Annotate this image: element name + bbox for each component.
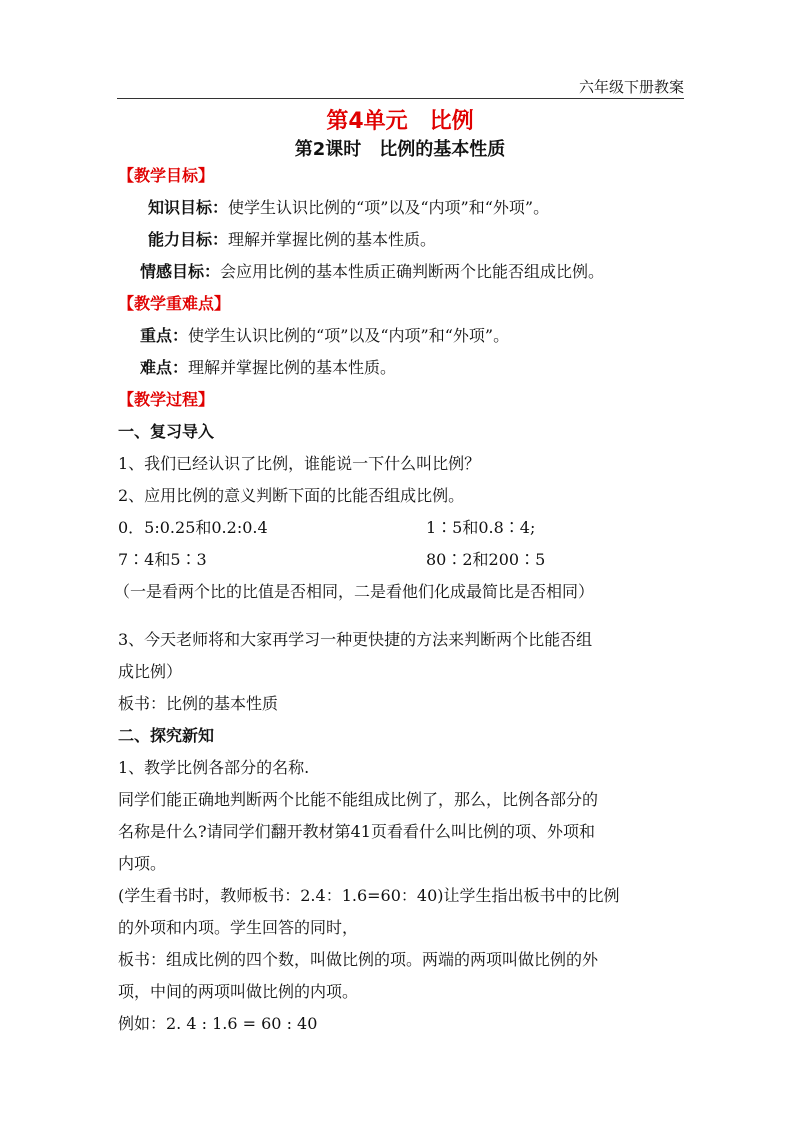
explore-para-3-line-1: 板书：组成比例的四个数，叫做比例的项。两端的两项叫做比例的外 (118, 950, 599, 969)
review-item-2: 2、应用比例的意义判断下面的比能否组成比例。 (118, 486, 465, 505)
key-point (140, 325, 509, 347)
explore-para-3-line-2: 项，中间的两项叫做比例的内项。 (118, 982, 359, 1001)
section-review: 一、复习导入 (118, 422, 215, 441)
explore-para-2-line-2: 的外项和内项。学生回答的同时， (118, 918, 359, 937)
unit-title: 第4单元 比例 (326, 109, 474, 134)
page-header (117, 74, 684, 99)
lesson-title: 第2课时 比例的基本性质 (294, 139, 506, 160)
review-item-3-line-1: 3、今天老师将和大家再学习一种更快捷的方法来判断两个比能否组 (118, 630, 593, 649)
emotion-label: 情感目标： (140, 262, 221, 281)
review-item-3-line-2: 成比例） (118, 662, 183, 681)
knowledge-label: 知识目标： (148, 198, 229, 217)
key-text: 使学生认识比例的“项”以及“内项”和“外项”。 (188, 326, 510, 345)
ratio-pair-d: 80∶2和200∶5 (426, 550, 546, 569)
ability-objective (148, 229, 436, 251)
ratio-pair-c: 7∶4和5∶3 (118, 550, 207, 569)
explore-para-1-line-3: 内项。 (118, 854, 167, 873)
emotion-text: 会应用比例的基本性质正确判断两个比能否组成比例。 (220, 262, 605, 281)
header-grade-label: 六年级下册教案 (578, 78, 684, 96)
key-points-heading: 【教学重难点】 (118, 294, 231, 313)
knowledge-text: 使学生认识比例的“项”以及“内项”和“外项”。 (228, 198, 550, 217)
difficult-point (140, 357, 396, 379)
knowledge-objective (148, 197, 549, 219)
difficult-text: 理解并掌握比例的基本性质。 (188, 358, 397, 377)
explore-para-1-line-2: 名称是什么?请同学们翻开教材第41页看看什么叫比例的项、外项和 (118, 822, 595, 841)
ability-text: 理解并掌握比例的基本性质。 (228, 230, 437, 249)
board-text-1: 板书：比例的基本性质 (118, 694, 279, 713)
review-note: （一是看两个比的比值是否相同，二是看他们化成最简比是否相同） (114, 582, 595, 601)
section-explore: 二、探究新知 (118, 726, 215, 745)
emotion-objective (140, 261, 604, 283)
difficult-label: 难点： (140, 358, 189, 377)
explore-item-1: 1、教学比例各部分的名称. (118, 758, 310, 777)
ratio-pair-a: 0．5:0.25和0.2:0.4 (118, 518, 268, 537)
review-item-1: 1、我们已经认识了比例，谁能说一下什么叫比例？ (118, 454, 481, 473)
explore-para-2-line-1: (学生看书时，教师板书：2.4：1.6=60：40)让学生指出板书中的比例 (118, 886, 620, 905)
example-line: 例如：2. 4 : 1.6 = 60 : 40 (118, 1014, 318, 1033)
process-heading: 【教学过程】 (118, 390, 215, 409)
ratio-pair-b: 1∶5和0.8∶4; (426, 518, 536, 537)
ability-label: 能力目标： (148, 230, 229, 249)
key-label: 重点： (140, 326, 189, 345)
explore-para-1-line-1: 同学们能正确地判断两个比能不能组成比例了，那么，比例各部分的 (118, 790, 599, 809)
objectives-heading: 【教学目标】 (118, 166, 215, 185)
